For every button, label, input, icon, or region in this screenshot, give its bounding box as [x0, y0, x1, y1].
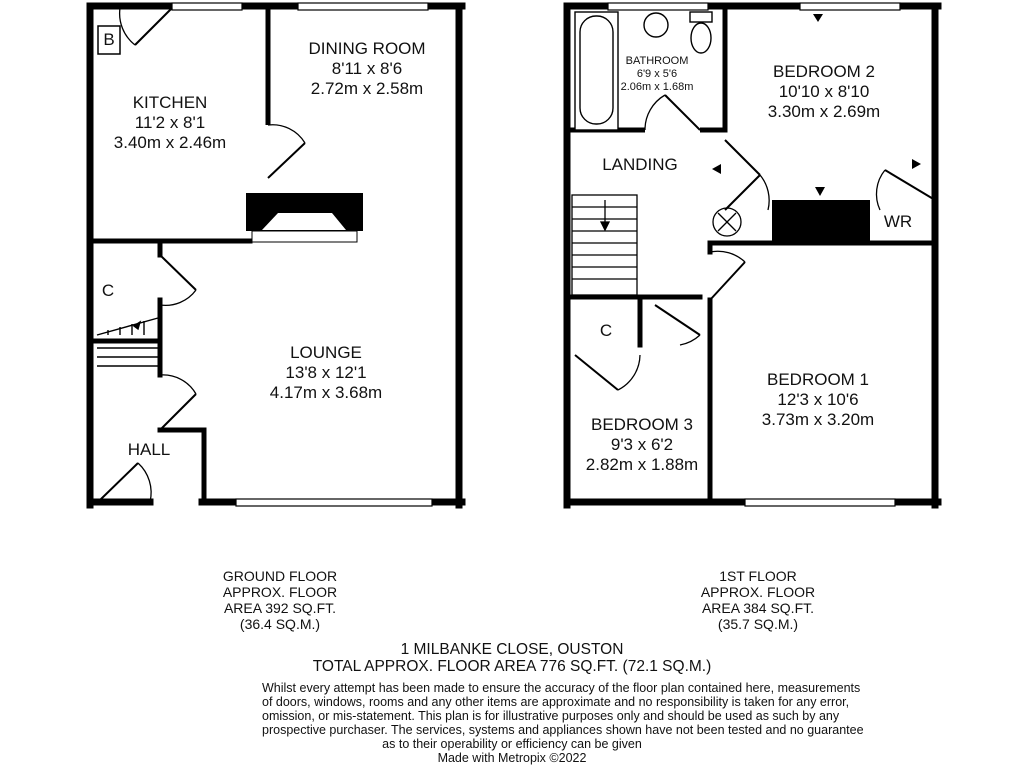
first-floor-stairs	[572, 195, 637, 295]
ground-floor-summary	[180, 568, 380, 632]
total-floor-area: TOTAL APPROX. FLOOR AREA 776 SQ.FT. (72.1 SQ.M.)	[312, 658, 712, 675]
summary-line: 1ST FLOOR	[719, 568, 797, 584]
property-address: 1 MILBANKE CLOSE, OUSTON	[400, 641, 624, 658]
room-metric: 2.82m x 1.88m	[585, 455, 699, 474]
hearth-step	[252, 231, 357, 242]
landing-label: LANDING	[602, 155, 678, 174]
room-metric: 2.06m x 1.68m	[620, 81, 694, 93]
property-title-block	[300, 641, 724, 675]
summary-line: AREA 384 SQ.FT.	[701, 600, 815, 616]
room-name: KITCHEN	[132, 93, 208, 112]
hall-label: HALL	[127, 440, 171, 459]
summary-line: AREA 392 SQ.FT.	[223, 600, 337, 616]
cupboard-label-ground: C	[101, 281, 115, 300]
room-metric: 4.17m x 3.68m	[269, 383, 383, 402]
summary-line: (36.4 SQ.M.)	[239, 616, 321, 632]
room-label-dining-room	[293, 39, 441, 99]
room-label-kitchen	[110, 93, 230, 153]
room-label-bedroom-2	[754, 62, 894, 122]
boiler-label: B	[103, 30, 115, 49]
disclaimer-line: Whilst every attempt has been made to ensure the accuracy of the floor plan contained here, measurements	[262, 681, 861, 695]
room-label-lounge	[258, 343, 394, 403]
room-name: DINING ROOM	[308, 39, 426, 58]
ground-floor-internal-walls	[92, 8, 268, 500]
room-metric: 3.40m x 2.46m	[113, 133, 227, 152]
cupboard-label-first: C	[599, 321, 613, 340]
summary-line: (35.7 SQ.M.)	[717, 616, 799, 632]
disclaimer-line: as to their operability or efficiency can be given	[382, 737, 642, 751]
room-metric: 3.73m x 3.20m	[761, 410, 875, 429]
extractor-fan-icon	[713, 208, 741, 236]
summary-line: APPROX. FLOOR	[222, 584, 338, 600]
room-name: BATHROOM	[625, 55, 689, 67]
metropix-credit: Made with Metropix ©2022	[437, 751, 587, 765]
room-imperial: 11'2 x 8'1	[134, 113, 206, 132]
room-imperial: 9'3 x 6'2	[610, 435, 674, 454]
first-floor-summary	[658, 568, 858, 632]
room-imperial: 10'10 x 8'10	[778, 82, 870, 101]
summary-line: APPROX. FLOOR	[700, 584, 816, 600]
room-name: LOUNGE	[290, 343, 362, 362]
room-name: BEDROOM 2	[772, 62, 876, 81]
disclaimer	[262, 681, 864, 765]
summary-line: GROUND FLOOR	[222, 568, 338, 584]
room-metric: 2.72m x 2.58m	[310, 79, 424, 98]
room-imperial: 13'8 x 12'1	[285, 363, 367, 382]
room-imperial: 8'11 x 8'6	[331, 59, 403, 78]
disclaimer-line: omission, or mis-statement. This plan is for illustrative purposes only and should be used as such by any	[262, 709, 840, 723]
disclaimer-line: prospective purchaser. The services, systems and appliances shown have not been tested and no guarantee	[262, 723, 864, 737]
room-label-bathroom	[612, 55, 702, 94]
room-metric: 3.30m x 2.69m	[767, 102, 881, 121]
toilet	[690, 12, 712, 53]
room-imperial: 6'9 x 5'6	[636, 68, 678, 80]
wardrobe-label: WR	[883, 212, 913, 231]
room-label-bedroom-3	[576, 415, 708, 475]
airing-cupboard-unit	[772, 200, 870, 242]
room-name: BEDROOM 3	[590, 415, 694, 434]
room-imperial: 12'3 x 10'6	[777, 390, 859, 409]
disclaimer-line: of doors, windows, rooms and any other items are approximate and no responsibility is taken for any error,	[262, 695, 850, 709]
wash-basin	[644, 13, 668, 37]
room-name: BEDROOM 1	[766, 370, 870, 389]
room-label-bedroom-1	[750, 370, 886, 430]
